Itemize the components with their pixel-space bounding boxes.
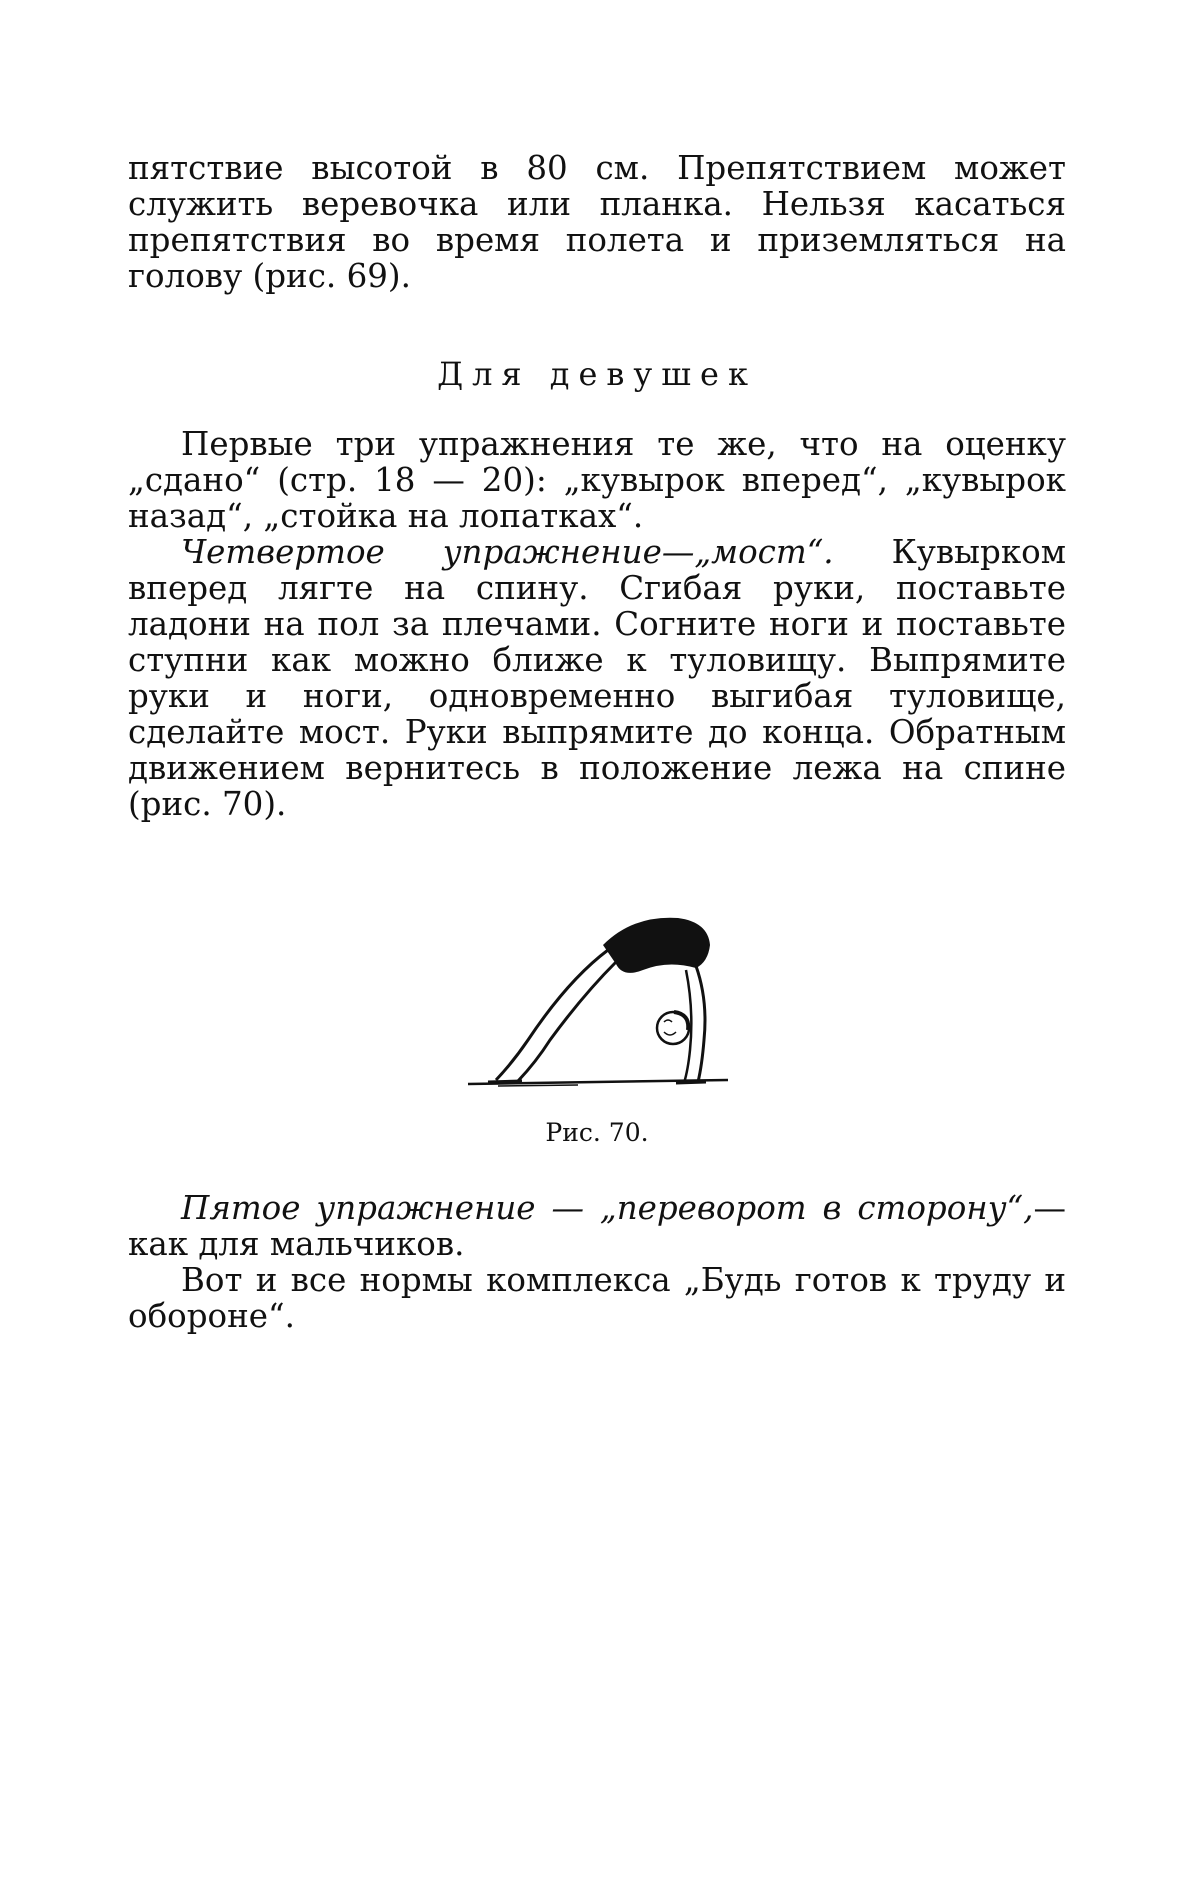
bridge-pose-illustration-icon <box>458 890 738 1100</box>
paragraph-final: Вот и все нормы комплекса „Будь готов к труду и обороне“. <box>128 1261 1066 1335</box>
paragraph-first-three-exercises: Первые три упражнения те же, что на оценку „сдано“ (стр. 18 — 20): „кувырок вперед“, „кувырок назад“, „стойка на лопатках“. <box>128 425 1066 535</box>
figure-70 <box>128 890 1066 1100</box>
page-content <box>128 150 1066 1334</box>
paragraph-fourth-exercise <box>128 534 1066 822</box>
top-paragraph: пятствие высотой в 80 см. Препятствием может служить веревочка или планка. Нельзя касаться препятствия во время полета и приземляться на голову (рис. 69). <box>128 149 1066 295</box>
fourth-exercise-title: Четвертое упражнение—„мост“. <box>181 533 834 571</box>
section-heading: Для девушек <box>437 355 757 393</box>
figure-caption: Рис. 70. <box>545 1118 649 1147</box>
fourth-exercise-body: Кувырком вперед лягте на спину. Сгибая руки, поставьте ладони на пол за плечами. Согните ноги и поставьте ступни как можно ближе к туловищу. Выпрямите руки и ноги, одновременно выгибая туловище, сделайте мост. Руки выпрямите до конца. Обратным движением вернитесь в положение лежа на спине (рис. 70). <box>128 533 1066 823</box>
fifth-exercise-body: —как для мальчиков. <box>128 1189 1066 1263</box>
fifth-exercise-title: Пятое упражнение — „переворот в сторону“, <box>181 1189 1034 1227</box>
paragraph-fifth-exercise <box>128 1190 1066 1262</box>
